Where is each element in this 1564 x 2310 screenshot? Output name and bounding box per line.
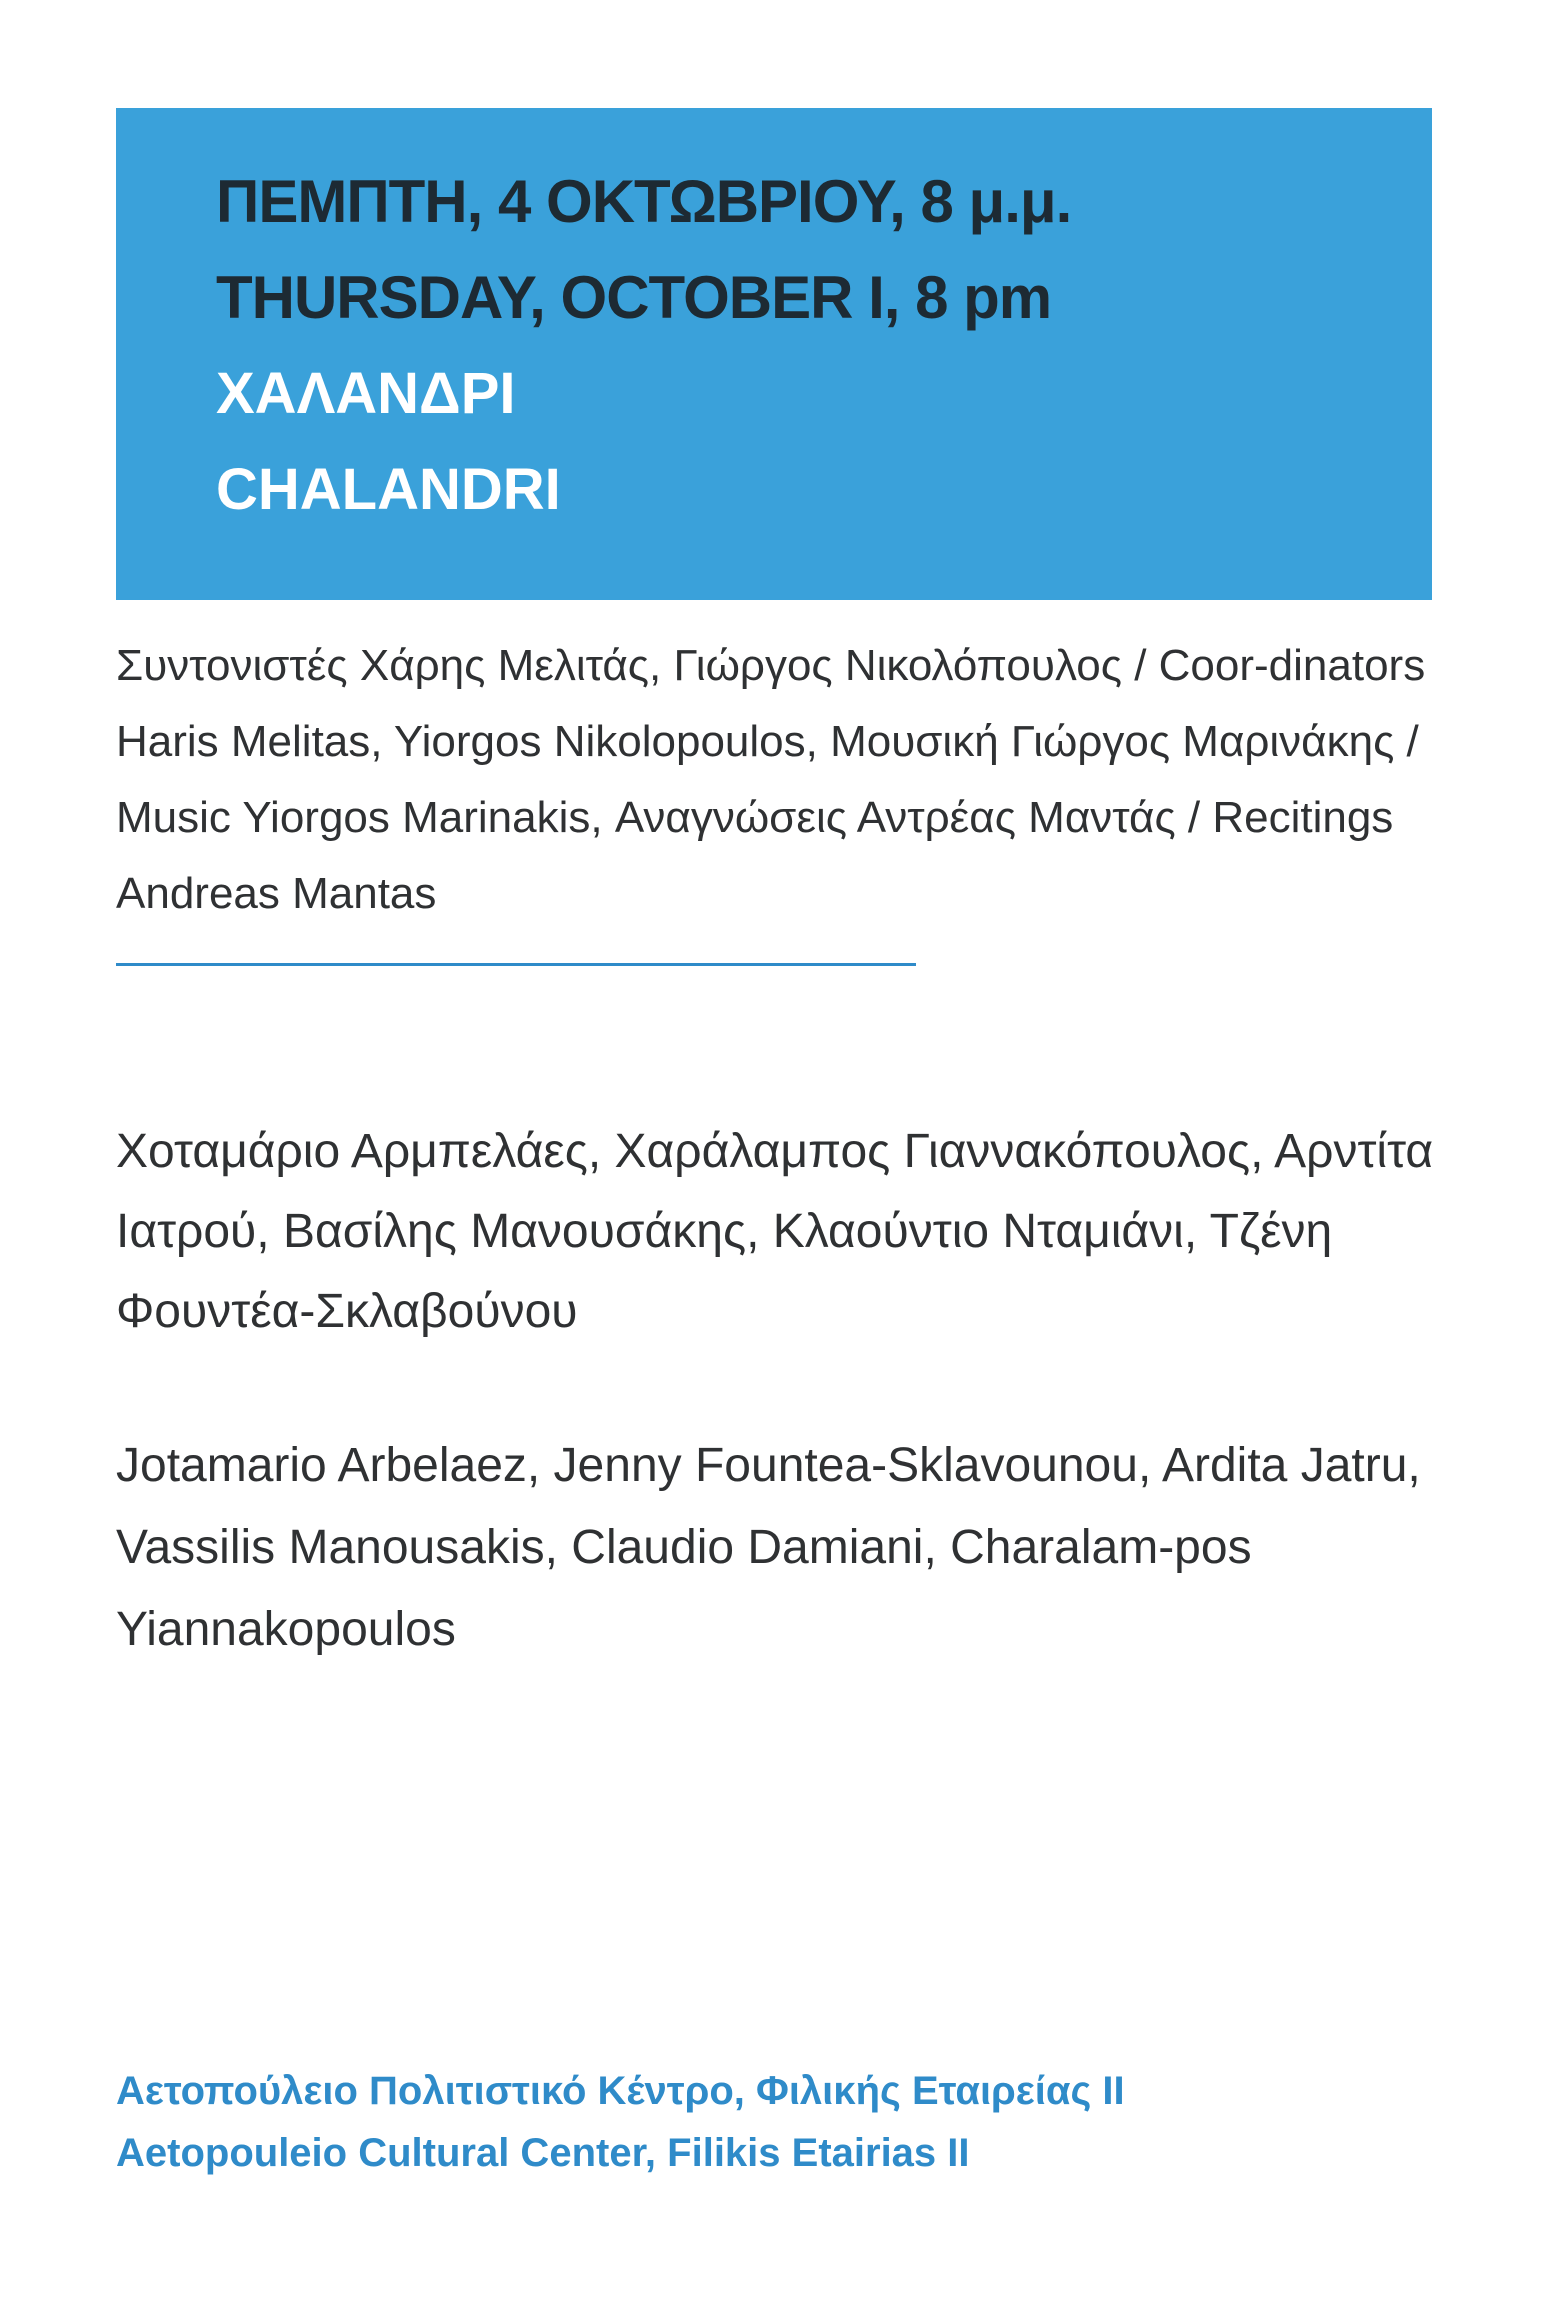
venue-block	[116, 2060, 1446, 2184]
credits-paragraph: Συντονιστές Χάρης Μελιτάς, Γιώργος Νικολόπουλος / Coor-dinators Haris Melitas, Yiorgos Nikolopoulos, Μουσική Γιώργος Μαρινάκης / Music Yiorgos Marinakis, Αναγνώσεις Αντρέας Μαντάς / Recitings Andreas Mantas	[116, 641, 1426, 918]
venue-greek: Αετοπούλειο Πολιτιστικό Κέντρο, Φιλικής Εταιρείας ΙΙ	[116, 2069, 1125, 2113]
location-greek: ΧΑΛΑΝΔΡΙ	[216, 361, 516, 426]
section-divider	[116, 963, 916, 966]
date-greek: ΠΕΜΠΤΗ, 4 ΟΚΤΩΒΡΙΟΥ, 8 μ.μ.	[216, 168, 1072, 235]
event-header	[116, 108, 1432, 600]
location-english: CHALANDRI	[216, 457, 561, 522]
date-english: THURSDAY, OCTOBER I, 8 pm	[216, 264, 1052, 331]
venue-english: Aetopouleio Cultural Center, Filikis Etairias II	[116, 2131, 970, 2175]
participants-english: Jotamario Arbelaez, Jenny Fountea-Sklavounou, Ardita Jatru, Vassilis Manousakis, Claudio Damiani, Charalam-pos Yiannakopoulos	[116, 1439, 1421, 1656]
participants-greek: Χοταμάριο Αρμπελάες, Χαράλαμπος Γιαννακόπουλος, Αρντίτα Ιατρού, Βασίλης Μανουσάκης, Κλαούντιο Νταμιάνι, Τζένη Φουντέα-Σκλαβούνου	[116, 1125, 1434, 1338]
